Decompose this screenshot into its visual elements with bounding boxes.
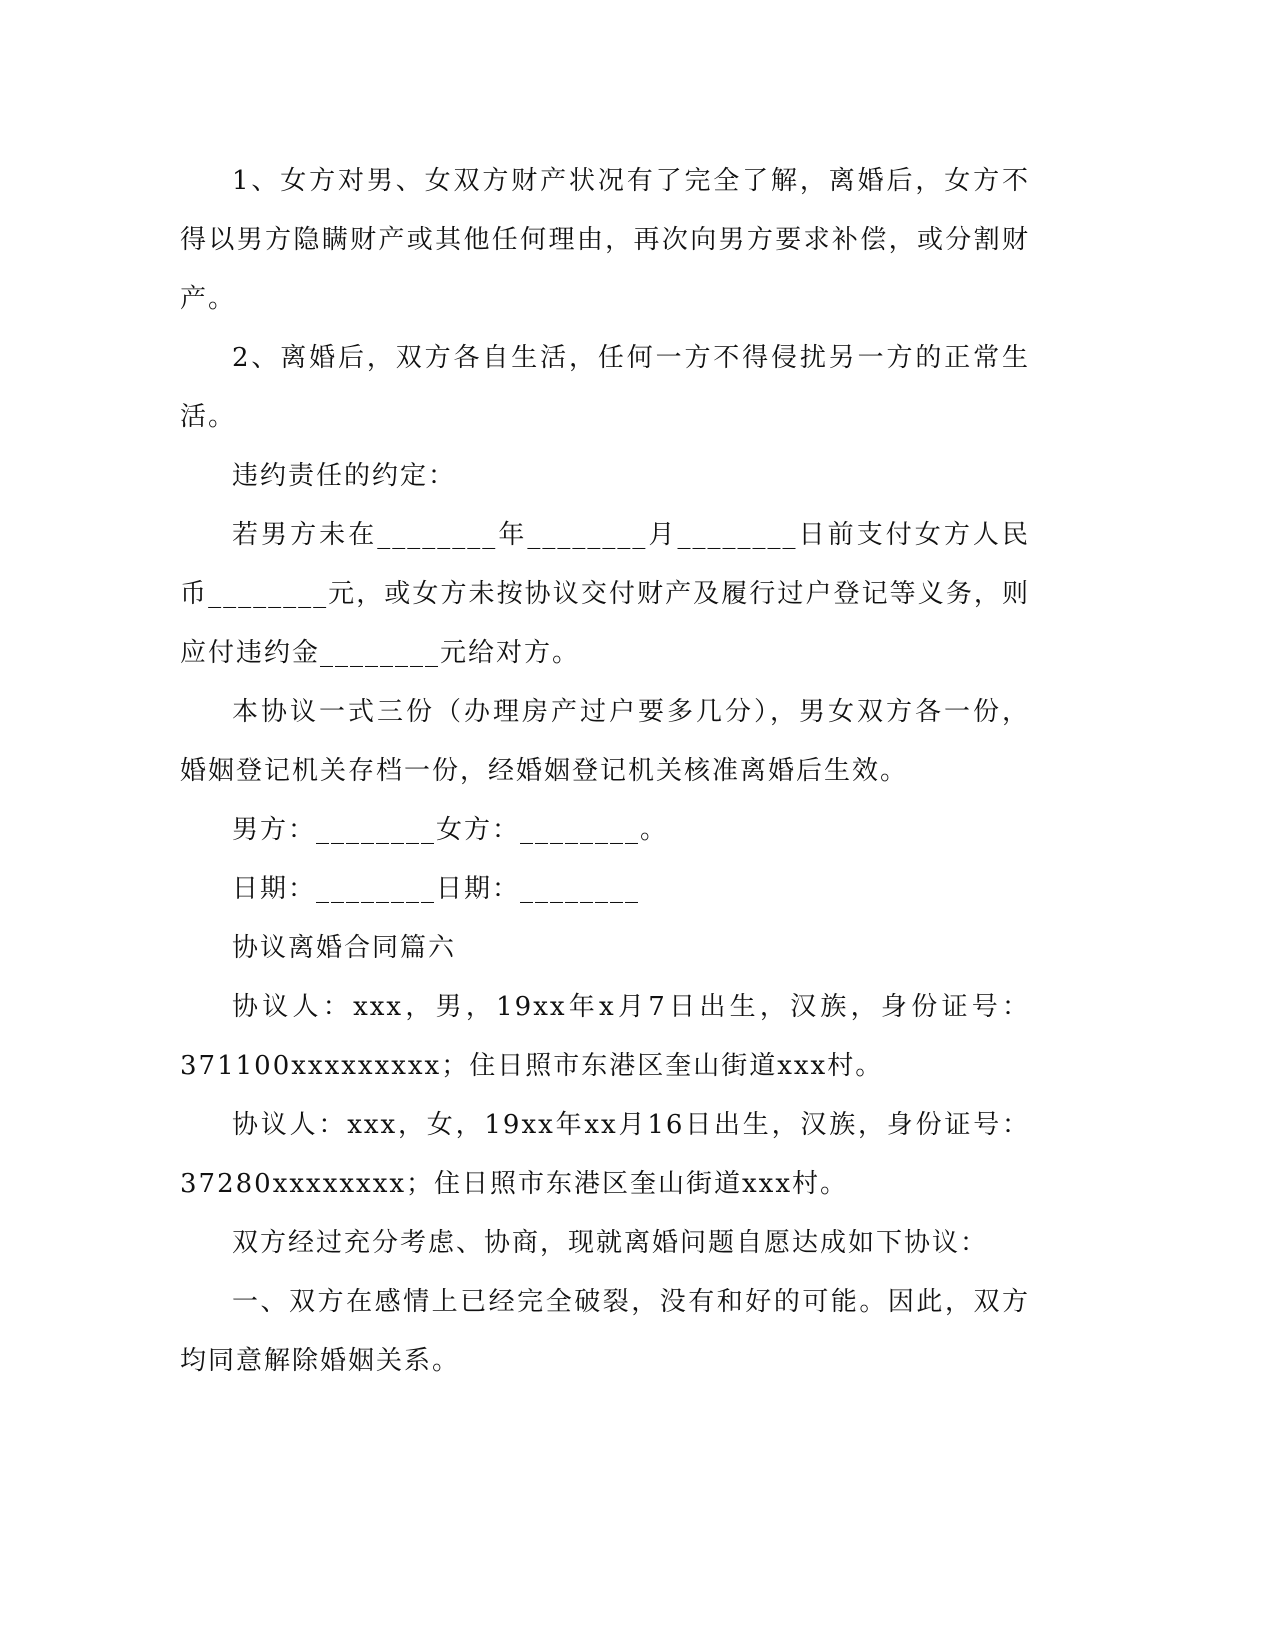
agreement-intro-paragraph: 双方经过充分考虑、协商，现就离婚问题自愿达成如下协议： [232,1228,989,1258]
party-female-paragraph: 协议人：xxx，女，19xx年xx月16日出生，汉族，身份证号：37280xxxxxxxx；住日照市东港区奎山街道xxx村。 [180,1110,1030,1199]
clause-2-paragraph: 2、离婚后，双方各自生活，任何一方不得侵扰另一方的正常生活。 [180,343,1030,432]
date-line: 日期：________日期：________ [232,874,641,904]
party-male-paragraph: 协议人：xxx，男，19xx年x月7日出生，汉族，身份证号：371100xxxxxxxxx；住日照市东港区奎山街道xxx村。 [180,992,1030,1081]
section-title: 协议离婚合同篇六 [232,933,457,963]
document-body [180,152,1030,1391]
article-1-paragraph: 一、双方在感情上已经完全破裂，没有和好的可能。因此，双方均同意解除婚姻关系。 [180,1287,1030,1376]
copies-paragraph: 本协议一式三份（办理房产过户要多几分），男女双方各一份，婚姻登记机关存档一份，经婚姻登记机关核准离婚后生效。 [180,697,1030,786]
breach-liability-heading: 违约责任的约定： [232,461,457,491]
signature-line: 男方：________女方：________。 [232,815,669,845]
penalty-paragraph: 若男方未在________年________月________日前支付女方人民币________元，或女方未按协议交付财产及履行过户登记等义务，则应付违约金________元给对方。 [180,520,1030,668]
clause-1-paragraph: 1、女方对男、女双方财产状况有了完全了解，离婚后，女方不得以男方隐瞒财产或其他任何理由，再次向男方要求补偿，或分割财产。 [180,166,1030,314]
